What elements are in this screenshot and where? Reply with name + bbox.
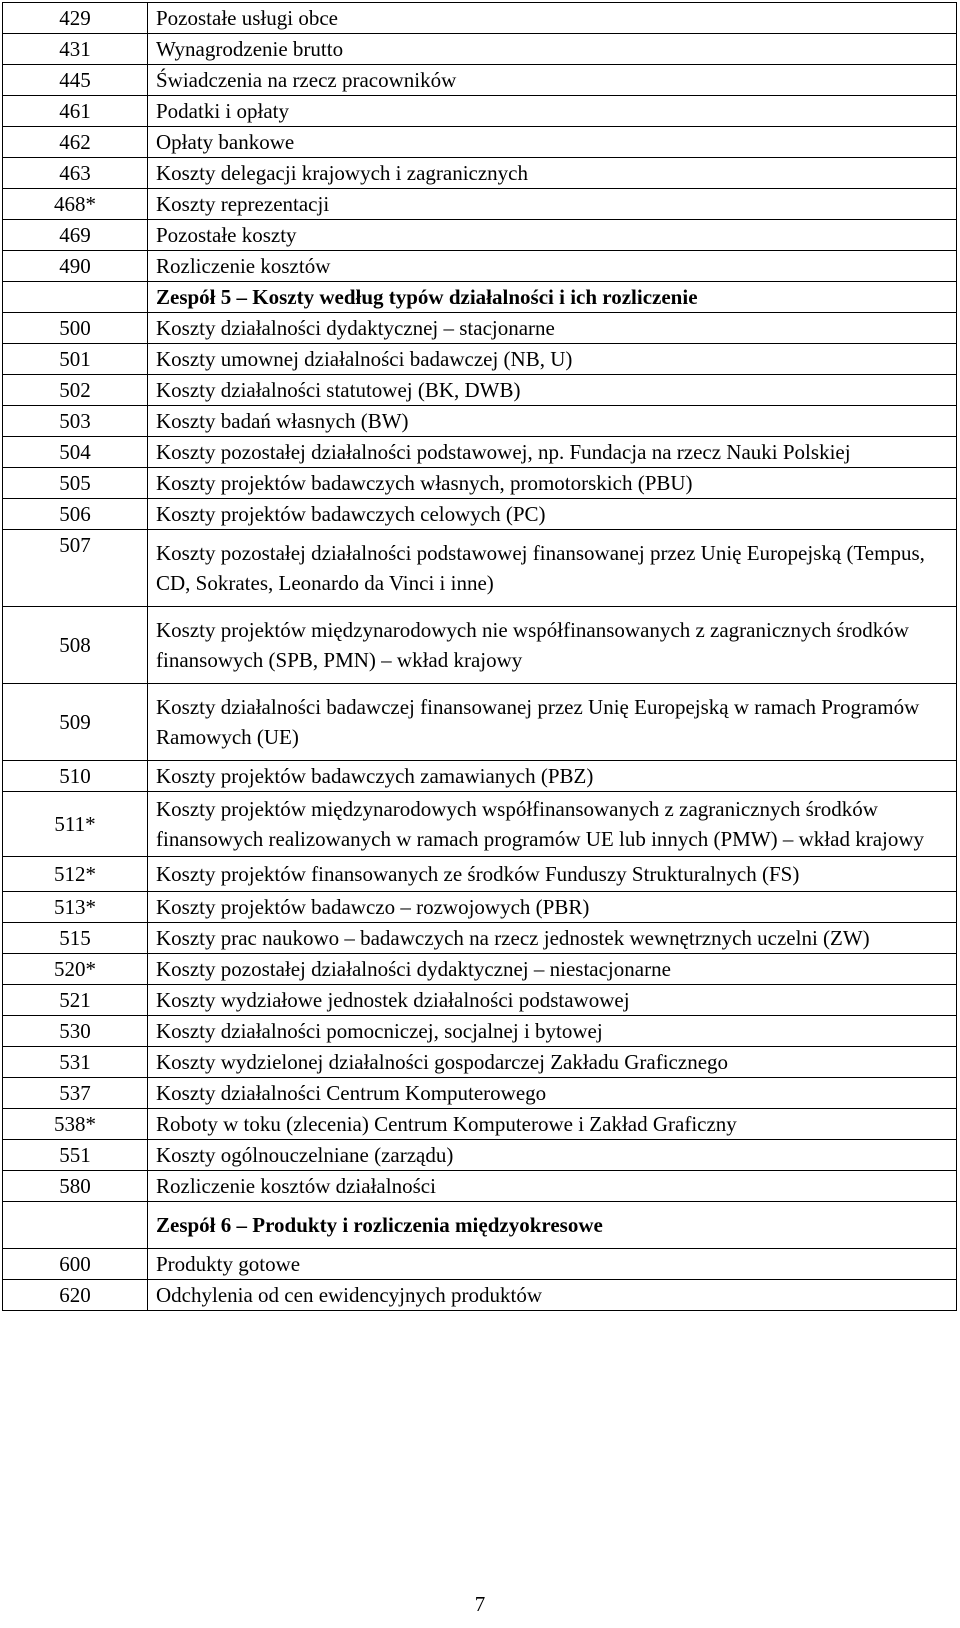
- account-description-cell: Koszty pozostałej działalności podstawowej finansowanej przez Unię Europejską (Tempus, CD, Sokrates, Leonardo da Vinci i inne): [148, 530, 957, 607]
- account-description-cell: Koszty projektów badawczo – rozwojowych (PBR): [148, 892, 957, 923]
- account-description-cell: Koszty wydzielonej działalności gospodarczej Zakładu Graficznego: [148, 1047, 957, 1078]
- account-description-cell: Koszty projektów badawczych celowych (PC): [148, 499, 957, 530]
- account-code-cell: 551: [3, 1140, 148, 1171]
- table-row: [3, 158, 957, 189]
- accounts-table-body: [3, 3, 957, 1311]
- table-row: [3, 344, 957, 375]
- account-description-cell: Koszty działalności pomocniczej, socjalnej i bytowej: [148, 1016, 957, 1047]
- table-row: [3, 1078, 957, 1109]
- section-header-row: [3, 282, 957, 313]
- account-description-cell: Odchylenia od cen ewidencyjnych produktów: [148, 1280, 957, 1311]
- account-code-cell: 513*: [3, 892, 148, 923]
- account-description-cell: Koszty umownej działalności badawczej (NB, U): [148, 344, 957, 375]
- account-code-cell: 445: [3, 65, 148, 96]
- account-code-cell: 431: [3, 34, 148, 65]
- account-description-cell: Koszty projektów międzynarodowych współfinansowanych z zagranicznych środków finansowych realizowanych w ramach programów UE lub innych (PMW) – wkład krajowy: [148, 792, 957, 857]
- account-description-cell: Koszty prac naukowo – badawczych na rzecz jednostek wewnętrznych uczelni (ZW): [148, 923, 957, 954]
- account-code-cell: 490: [3, 251, 148, 282]
- account-code-cell: 461: [3, 96, 148, 127]
- page-number: 7: [474, 1592, 486, 1616]
- account-description-cell: Rozliczenie kosztów działalności: [148, 1171, 957, 1202]
- account-code-cell: 503: [3, 406, 148, 437]
- account-description-cell: Opłaty bankowe: [148, 127, 957, 158]
- account-code-cell: 512*: [3, 857, 148, 892]
- account-code-cell: 462: [3, 127, 148, 158]
- account-code-cell: 538*: [3, 1109, 148, 1140]
- table-row: [3, 761, 957, 792]
- table-row: [3, 1047, 957, 1078]
- table-row: [3, 406, 957, 437]
- accounts-table: [2, 2, 957, 1311]
- table-row: [3, 189, 957, 220]
- account-code-cell: 504: [3, 437, 148, 468]
- table-row: [3, 65, 957, 96]
- table-row: [3, 985, 957, 1016]
- table-row: [3, 96, 957, 127]
- account-code-cell: [3, 282, 148, 313]
- table-row: [3, 607, 957, 684]
- account-code-cell: 537: [3, 1078, 148, 1109]
- account-code-cell: 506: [3, 499, 148, 530]
- account-description-cell: Koszty pozostałej działalności podstawowej, np. Fundacja na rzecz Nauki Polskiej: [148, 437, 957, 468]
- account-description-cell: Koszty projektów finansowanych ze środków Funduszy Strukturalnych (FS): [148, 857, 957, 892]
- table-row: [3, 499, 957, 530]
- table-row: [3, 468, 957, 499]
- account-code-cell: [3, 1202, 148, 1249]
- table-row: [3, 313, 957, 344]
- account-code-cell: 463: [3, 158, 148, 189]
- table-row: [3, 1249, 957, 1280]
- account-description-cell: Koszty projektów badawczych własnych, promotorskich (PBU): [148, 468, 957, 499]
- table-row: [3, 375, 957, 406]
- account-description-cell: Koszty wydziałowe jednostek działalności podstawowej: [148, 985, 957, 1016]
- account-description-cell: Koszty działalności dydaktycznej – stacjonarne: [148, 313, 957, 344]
- account-code-cell: 530: [3, 1016, 148, 1047]
- account-code-cell: 505: [3, 468, 148, 499]
- table-row: [3, 923, 957, 954]
- account-description-cell: Rozliczenie kosztów: [148, 251, 957, 282]
- account-code-cell: 520*: [3, 954, 148, 985]
- account-description-cell: Koszty działalności statutowej (BK, DWB): [148, 375, 957, 406]
- account-code-cell: 501: [3, 344, 148, 375]
- account-description-cell: Pozostałe usługi obce: [148, 3, 957, 34]
- table-row: [3, 34, 957, 65]
- account-description-cell: Koszty reprezentacji: [148, 189, 957, 220]
- account-code-cell: 531: [3, 1047, 148, 1078]
- account-description-cell: Świadczenia na rzecz pracowników: [148, 65, 957, 96]
- section-title-cell: Zespół 6 – Produkty i rozliczenia międzyokresowe: [148, 1202, 957, 1249]
- account-description-cell: Produkty gotowe: [148, 1249, 957, 1280]
- account-description-cell: Koszty delegacji krajowych i zagranicznych: [148, 158, 957, 189]
- account-description-cell: Koszty badań własnych (BW): [148, 406, 957, 437]
- table-row: [3, 954, 957, 985]
- account-description-cell: Koszty działalności Centrum Komputerowego: [148, 1078, 957, 1109]
- account-code-cell: 600: [3, 1249, 148, 1280]
- account-description-cell: Koszty działalności badawczej finansowanej przez Unię Europejską w ramach Programów Ramowych (UE): [148, 684, 957, 761]
- table-row: [3, 1280, 957, 1311]
- account-description-cell: Wynagrodzenie brutto: [148, 34, 957, 65]
- account-description-cell: Koszty projektów badawczych zamawianych (PBZ): [148, 761, 957, 792]
- account-description-cell: Koszty ogólnouczelniane (zarządu): [148, 1140, 957, 1171]
- account-code-cell: 468*: [3, 189, 148, 220]
- account-code-cell: 521: [3, 985, 148, 1016]
- table-row: [3, 792, 957, 857]
- account-code-cell: 429: [3, 3, 148, 34]
- account-description-cell: Pozostałe koszty: [148, 220, 957, 251]
- table-row: [3, 437, 957, 468]
- table-row: [3, 530, 957, 607]
- account-description-cell: Podatki i opłaty: [148, 96, 957, 127]
- account-code-cell: 500: [3, 313, 148, 344]
- account-code-cell: 508: [3, 607, 148, 684]
- table-row: [3, 892, 957, 923]
- table-row: [3, 1171, 957, 1202]
- table-row: [3, 857, 957, 892]
- table-row: [3, 1016, 957, 1047]
- section-header-row: [3, 1202, 957, 1249]
- table-row: [3, 3, 957, 34]
- account-code-cell: 507: [3, 530, 148, 607]
- account-code-cell: 620: [3, 1280, 148, 1311]
- table-row: [3, 220, 957, 251]
- account-code-cell: 469: [3, 220, 148, 251]
- section-title-cell: Zespół 5 – Koszty według typów działalności i ich rozliczenie: [148, 282, 957, 313]
- account-code-cell: 502: [3, 375, 148, 406]
- account-code-cell: 510: [3, 761, 148, 792]
- table-row: [3, 1109, 957, 1140]
- table-row: [3, 1140, 957, 1171]
- account-description-cell: Koszty projektów międzynarodowych nie współfinansowanych z zagranicznych środków finansowych (SPB, PMN) – wkład krajowy: [148, 607, 957, 684]
- account-code-cell: 580: [3, 1171, 148, 1202]
- table-row: [3, 251, 957, 282]
- account-code-cell: 515: [3, 923, 148, 954]
- account-code-cell: 511*: [3, 792, 148, 857]
- account-description-cell: Roboty w toku (zlecenia) Centrum Komputerowe i Zakład Graficzny: [148, 1109, 957, 1140]
- account-code-cell: 509: [3, 684, 148, 761]
- table-row: [3, 127, 957, 158]
- account-description-cell: Koszty pozostałej działalności dydaktycznej – niestacjonarne: [148, 954, 957, 985]
- table-row: [3, 684, 957, 761]
